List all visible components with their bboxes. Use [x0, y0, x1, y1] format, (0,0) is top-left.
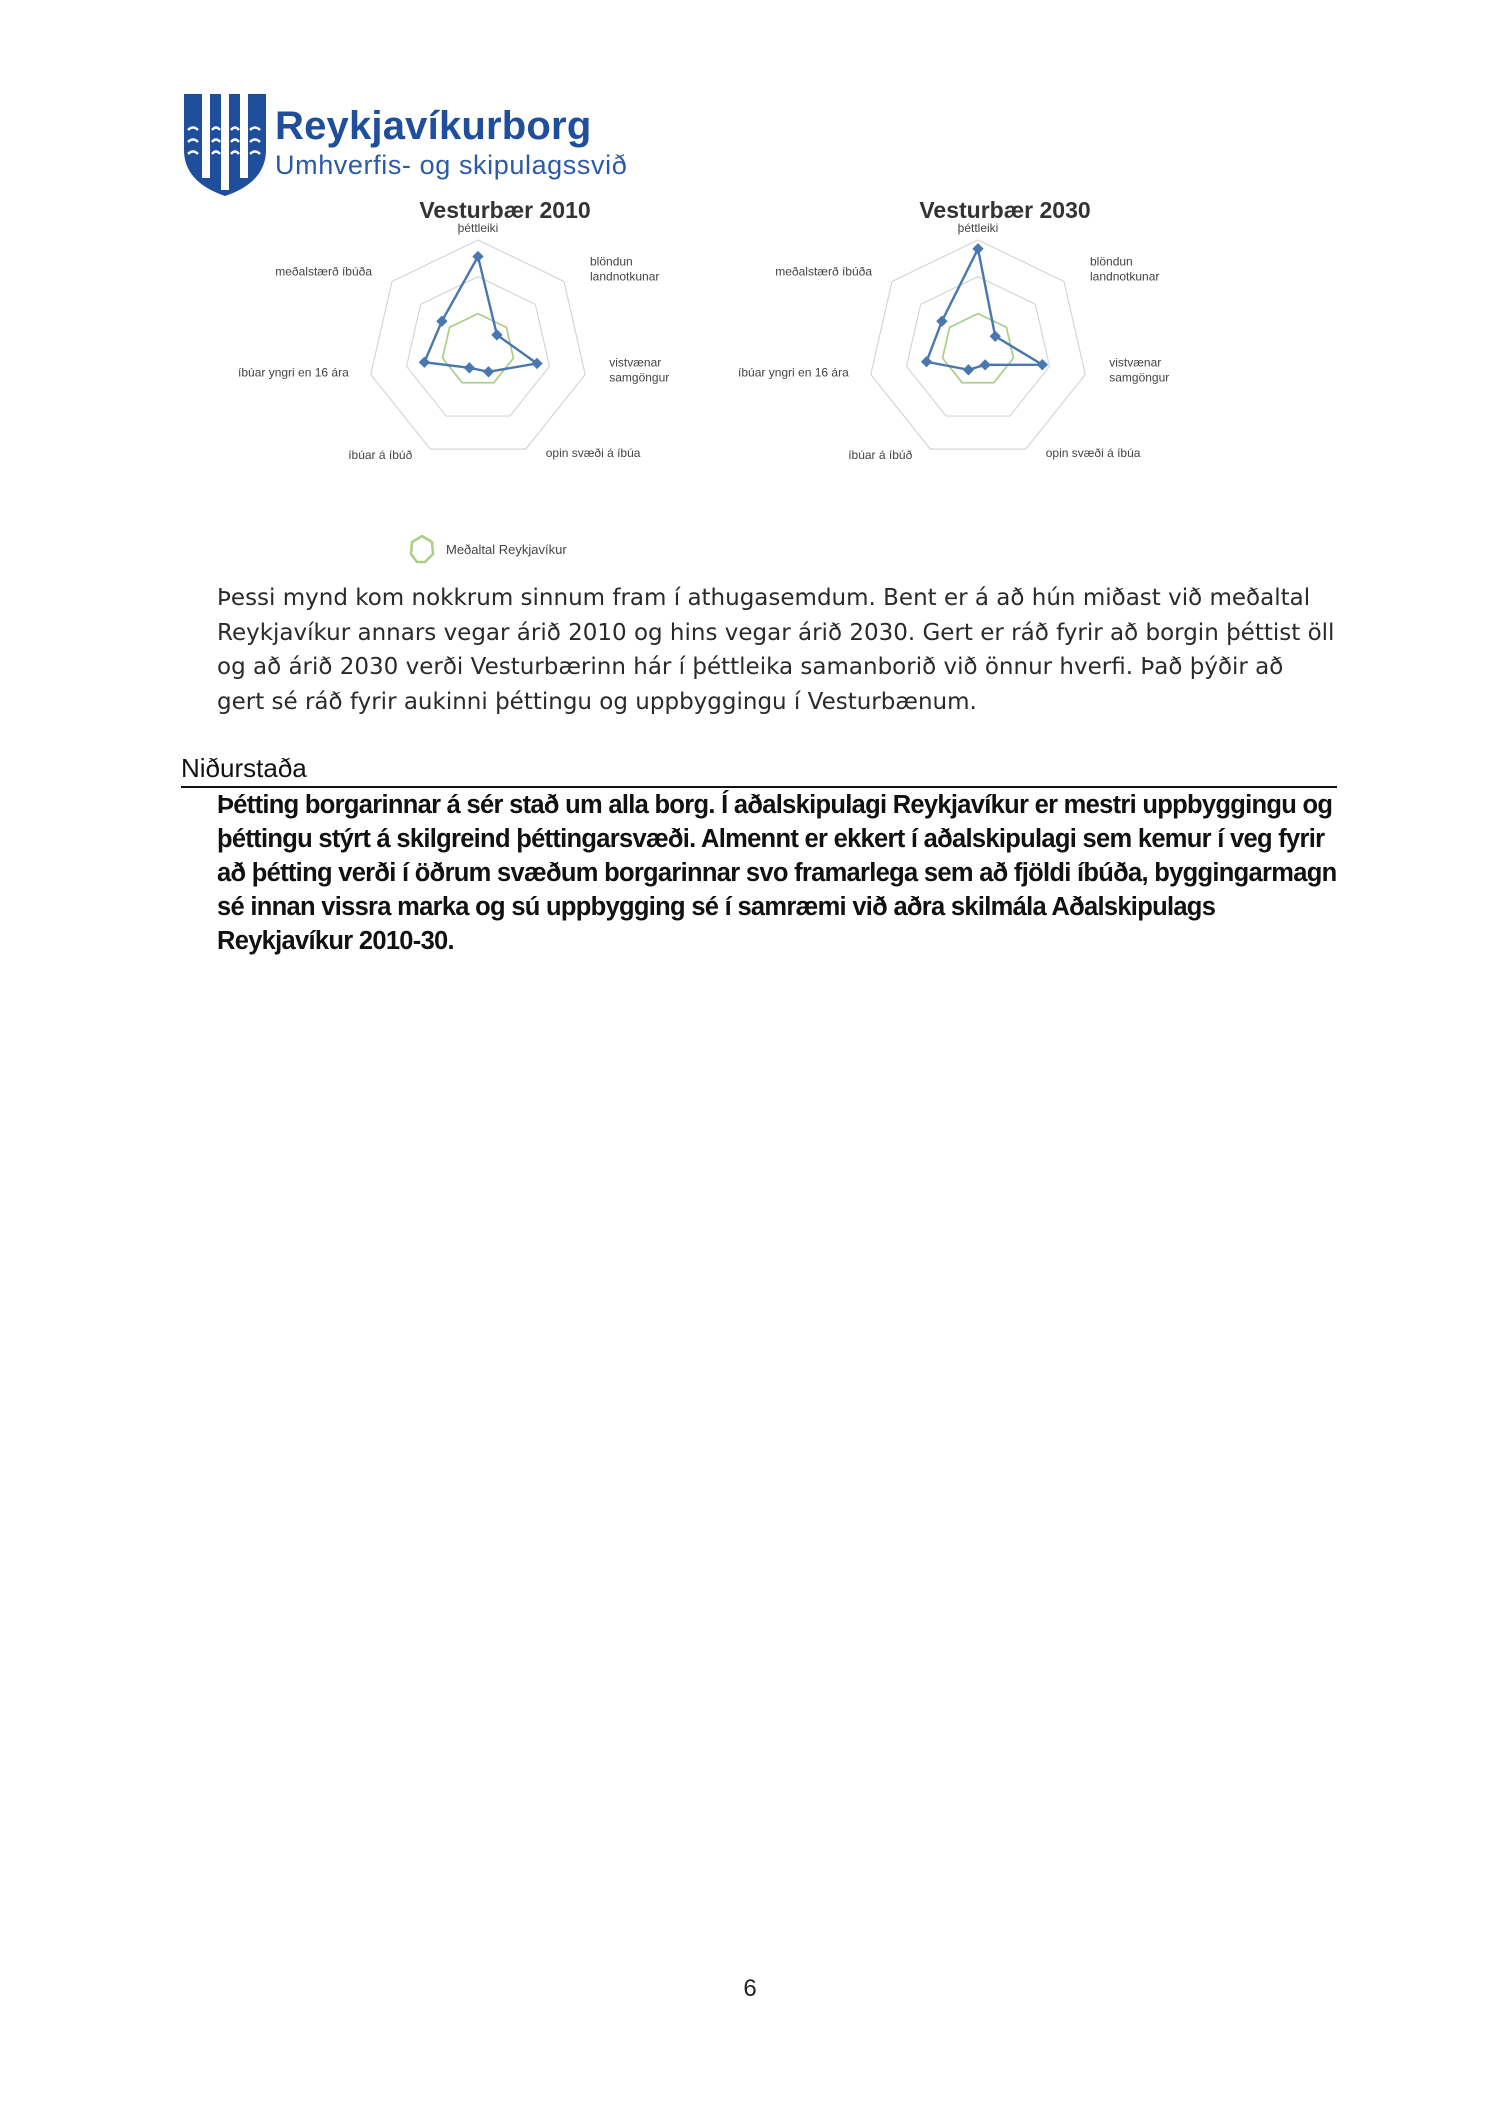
axis-label-5: íbúar á íbúð [348, 448, 413, 463]
series-point-5 [963, 364, 974, 375]
series-point-3 [1037, 359, 1048, 370]
axis-label-3: vistvænar samgöngur [609, 355, 670, 385]
axis-label-6: íbúar yngri en 16 ára [238, 365, 349, 380]
series-point-4 [980, 359, 991, 370]
axis-label-4: opin svæði á íbúa [545, 446, 641, 461]
series-point-1 [472, 251, 483, 262]
grid-ring-2 [907, 277, 1050, 416]
chart-title: Vesturbær 2010 [419, 197, 591, 223]
grid-ring-1 [942, 313, 1013, 383]
page-number: 6 [743, 1975, 757, 2002]
legend-label: Meðaltal Reykjavíkur [446, 541, 567, 557]
series-point-5 [464, 362, 475, 373]
axis-label-7: meðalstærð íbúða [775, 264, 872, 279]
radar-chart-2010 [238, 188, 740, 488]
axis-label-1: þéttleiki [457, 221, 499, 235]
grid-ring-1 [442, 313, 513, 383]
grid-ring-3 [871, 240, 1085, 449]
series-point-7 [436, 316, 447, 327]
legend-average-icon [408, 533, 436, 565]
axis-label-5: íbúar á íbúð [848, 448, 913, 463]
average-series [443, 314, 514, 383]
radar-chart-2030 [738, 188, 1240, 488]
header-logo-text [275, 103, 627, 181]
series-point-2 [990, 331, 1001, 342]
chart-title: Vesturbær 2030 [919, 197, 1091, 223]
conclusion-paragraph: Þétting borgarinnar á sér stað um alla borg. Í aðalskipulagi Reykjavíkur er mestri uppbyggingu og þéttingu stýrt á skilgreind þéttingarsvæði. Almennt er ekkert í aðalskipulagi sem kemur í veg fyrir að þétting verði í öðrum svæðum borgarinnar svo framarlega sem að fjöldi íbúða, byggingarmagn sé innan vissra marka og sú uppbygging sé í samræmi við aðra skilmála Aðalskipulags Reykjavíkur 2010-30. [217, 791, 1337, 955]
series-point-7 [936, 316, 947, 327]
axis-label-6: íbúar yngri en 16 ára [738, 365, 849, 380]
org-name: Reykjavíkurborg [275, 104, 592, 148]
series-point-4 [483, 366, 494, 377]
average-series [943, 314, 1014, 383]
reykjavik-coat-of-arms-logo [180, 90, 270, 200]
axis-label-2: blöndun landnotkunar [590, 254, 660, 284]
axis-label-3: vistvænar samgöngur [1109, 355, 1170, 385]
axis-label-1: þéttleiki [957, 221, 999, 235]
series-point-6 [419, 357, 430, 368]
axis-label-4: opin svæði á íbúa [1045, 446, 1141, 461]
department-name: Umhverfis- og skipulagssvið [275, 150, 628, 180]
chart-legend [408, 532, 567, 566]
series-point-1 [972, 243, 983, 254]
axis-label-2: blöndun landnotkunar [1090, 254, 1160, 284]
grid-ring-3 [371, 240, 585, 449]
axis-label-7: meðalstærð íbúða [275, 264, 372, 279]
body-paragraph: Þessi mynd kom nokkrum sinnum fram í athugasemdum. Bent er á að hún miðast við meðaltal Reykjavíkur annars vegar árið 2010 og hins vegar árið 2030. Gert er ráð fyrir að borgin þéttist öll og að árið 2030 verði Vesturbærinn hár í þéttleika samanborið við önnur hverfi. Það þýðir að gert sé ráð fyrir aukinni þéttingu og uppbyggingu í Vesturbænum. [217, 585, 1335, 715]
grid-ring-2 [407, 277, 550, 416]
series-point-6 [921, 356, 932, 367]
section-heading: Niðurstaða [181, 751, 1337, 788]
